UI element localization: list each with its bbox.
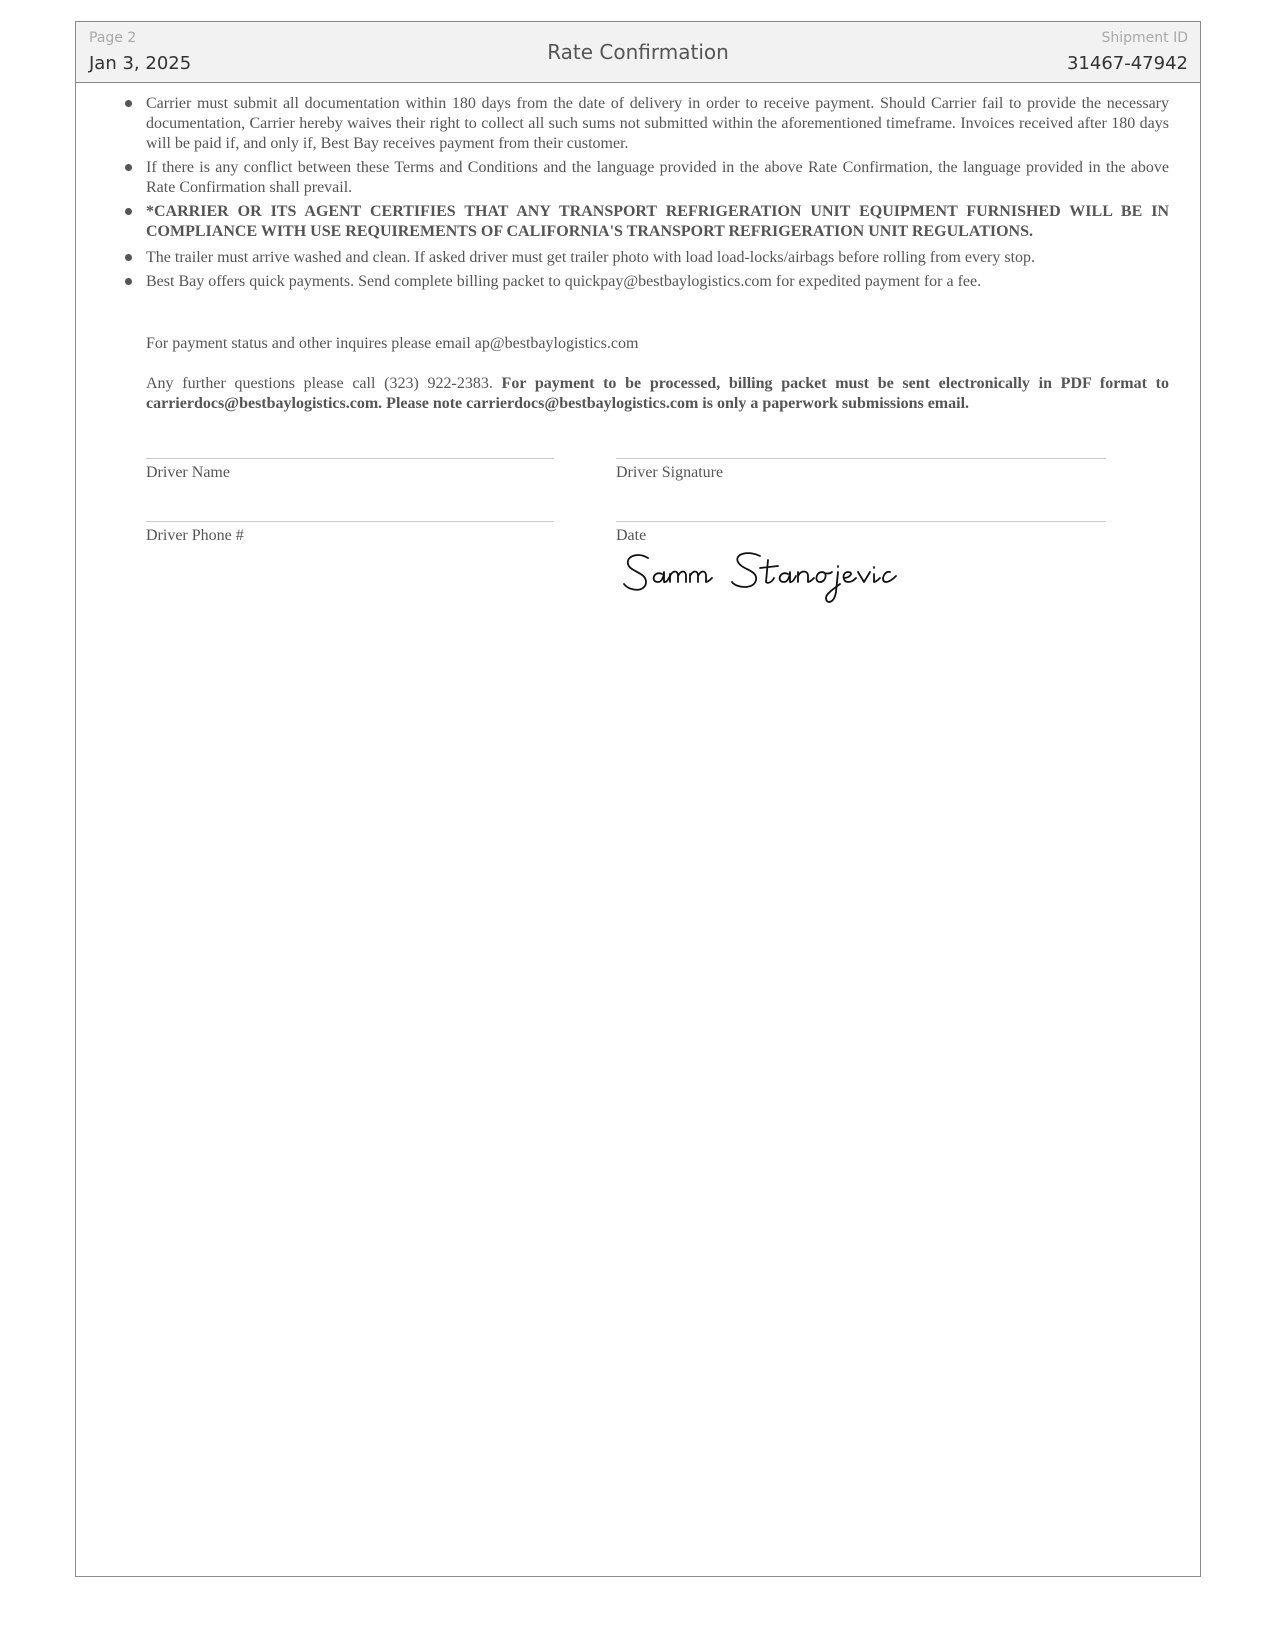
- bullet-icon: [125, 164, 132, 171]
- bullet-icon: [125, 208, 132, 215]
- term-text: If there is any conflict between these Terms and Conditions and the language provided in the above Rate Confirmation, the language provided in the above Rate Confirmation shall prevail.: [146, 159, 1169, 196]
- term-item: [146, 94, 1169, 154]
- billing-note: For payment to be processed, billing packet must be sent electronically in PDF format to carrierdocs@bestbaylogistics.com. Please note carrierdocs@bestbaylogistics.com is only a paperwork submissions email.: [146, 375, 1170, 412]
- document-title: Rate Confirmation: [547, 40, 729, 64]
- term-text: The trailer must arrive washed and clean. If asked driver must get trailer photo with load load-locks/airbags before rolling from every stop.: [146, 249, 1036, 266]
- payment-status-text: For payment status and other inquires please email ap@bestbaylogistics.com: [146, 335, 639, 352]
- driver-signature-label: Driver Signature: [616, 464, 724, 481]
- terms-list: [146, 94, 1169, 296]
- driver-phone-line[interactable]: [146, 521, 554, 522]
- term-item: [146, 248, 1169, 268]
- term-item: [146, 158, 1169, 198]
- contact-phone-text: Any further questions please call (323) 922-2383.: [146, 375, 493, 392]
- contact-paragraph: [146, 374, 1169, 414]
- term-text: *CARRIER OR ITS AGENT CERTIFIES THAT ANY TRANSPORT REFRIGERATION UNIT EQUIPMENT FURNISHED WILL BE IN COMPLIANCE WITH USE REQUIREMENTS OF CALIFORNIA'S TRANSPORT REFRIGERATION UNIT REGULATIONS.: [146, 203, 1169, 240]
- driver-phone-label: Driver Phone #: [146, 527, 244, 544]
- term-text: Carrier must submit all documentation within 180 days from the date of delivery in order to receive payment. Should Carrier fail to provide the necessary documentation, Carrier hereby waives their right to collect all such sums not submitted within the aforementioned timeframe. Invoices received after 180 days will be paid if, and only if, Best Bay receives payment from their customer.: [146, 95, 1169, 152]
- driver-signature-line[interactable]: [616, 458, 1106, 459]
- term-item: [146, 272, 1169, 292]
- term-item: [146, 202, 1169, 242]
- date-label: Date: [616, 527, 647, 544]
- driver-name-line[interactable]: [146, 458, 554, 459]
- page-number: Page 2: [89, 30, 137, 46]
- shipment-id-label: Shipment ID: [1101, 30, 1188, 46]
- term-text: Best Bay offers quick payments. Send complete billing packet to quickpay@bestbaylogistics.com for expedited payment for a fee.: [146, 273, 982, 290]
- bullet-icon: [125, 254, 132, 261]
- bullet-icon: [125, 100, 132, 107]
- date-line[interactable]: [616, 521, 1106, 522]
- bullet-icon: [125, 278, 132, 285]
- page-header: [76, 22, 1200, 83]
- driver-name-label: Driver Name: [146, 464, 230, 481]
- document-page: [75, 21, 1201, 1577]
- document-date: Jan 3, 2025: [89, 53, 192, 74]
- shipment-id: 31467-47942: [1066, 53, 1188, 74]
- handwritten-signature: [620, 550, 920, 620]
